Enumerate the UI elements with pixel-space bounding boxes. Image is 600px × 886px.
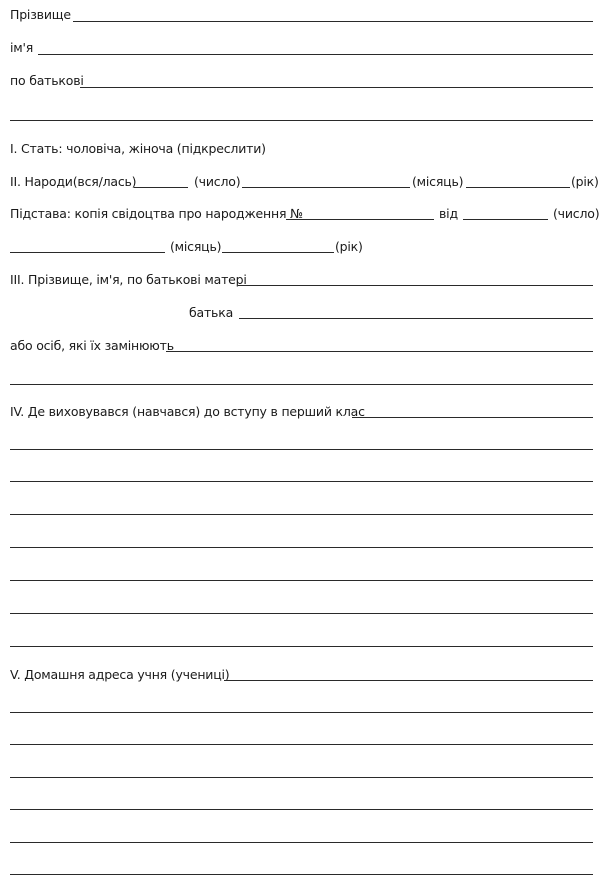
address-line[interactable] [10, 809, 593, 810]
education-line[interactable] [10, 514, 593, 515]
education-line[interactable] [10, 613, 593, 614]
birth-month-label: (місяць) [412, 174, 464, 189]
name-label: ім'я [10, 40, 34, 55]
extra-line-field[interactable] [10, 120, 593, 121]
address-line[interactable] [10, 842, 593, 843]
surname-label: Прізвище [10, 7, 71, 22]
birth-day-label: (число) [194, 174, 241, 189]
address-line[interactable] [10, 777, 593, 778]
name-field[interactable] [38, 54, 593, 55]
certificate-month-field[interactable] [10, 252, 165, 253]
father-label: батька [189, 305, 234, 320]
education-line[interactable] [10, 481, 593, 482]
section-3-label: III. Прізвище, ім'я, по батькові матері [10, 272, 247, 287]
birth-month-field[interactable] [242, 187, 410, 188]
address-field[interactable] [224, 680, 593, 681]
education-line[interactable] [10, 449, 593, 450]
section-2-label: II. Народи(вся/лась) [10, 174, 137, 189]
education-line[interactable] [10, 580, 593, 581]
section-4-label: IV. Де виховувався (навчався) до вступу в перший клас [10, 404, 365, 419]
mother-name-field[interactable] [238, 285, 593, 286]
address-line[interactable] [10, 874, 593, 875]
basis-label: Підстава: копія свідоцтва про народження № [10, 206, 303, 221]
education-line[interactable] [10, 646, 593, 647]
surname-field[interactable] [73, 21, 593, 22]
birth-day-field[interactable] [134, 187, 188, 188]
patronymic-label: по батькові [10, 73, 84, 88]
certificate-year-field[interactable] [222, 252, 334, 253]
guardians-extra-field[interactable] [10, 384, 593, 385]
section-1-gender: I. Стать: чоловіча, жіноча (підкреслити) [10, 141, 266, 156]
certificate-month-label: (місяць) [170, 239, 222, 254]
education-field[interactable] [352, 417, 593, 418]
certificate-day-field[interactable] [463, 219, 548, 220]
education-line[interactable] [10, 547, 593, 548]
certificate-year-label: (рік) [335, 239, 363, 254]
basis-from-label: від [439, 206, 458, 221]
address-line[interactable] [10, 744, 593, 745]
patronymic-field[interactable] [80, 87, 593, 88]
guardians-label: або осіб, які їх замінюють [10, 338, 174, 353]
certificate-day-label: (число) [553, 206, 600, 221]
birth-year-field[interactable] [466, 187, 570, 188]
address-line[interactable] [10, 712, 593, 713]
certificate-number-field[interactable] [286, 219, 434, 220]
guardians-field[interactable] [166, 351, 593, 352]
birth-year-label: (рік) [571, 174, 599, 189]
father-name-field[interactable] [239, 318, 593, 319]
section-5-label: V. Домашня адреса учня (учениці) [10, 667, 230, 682]
